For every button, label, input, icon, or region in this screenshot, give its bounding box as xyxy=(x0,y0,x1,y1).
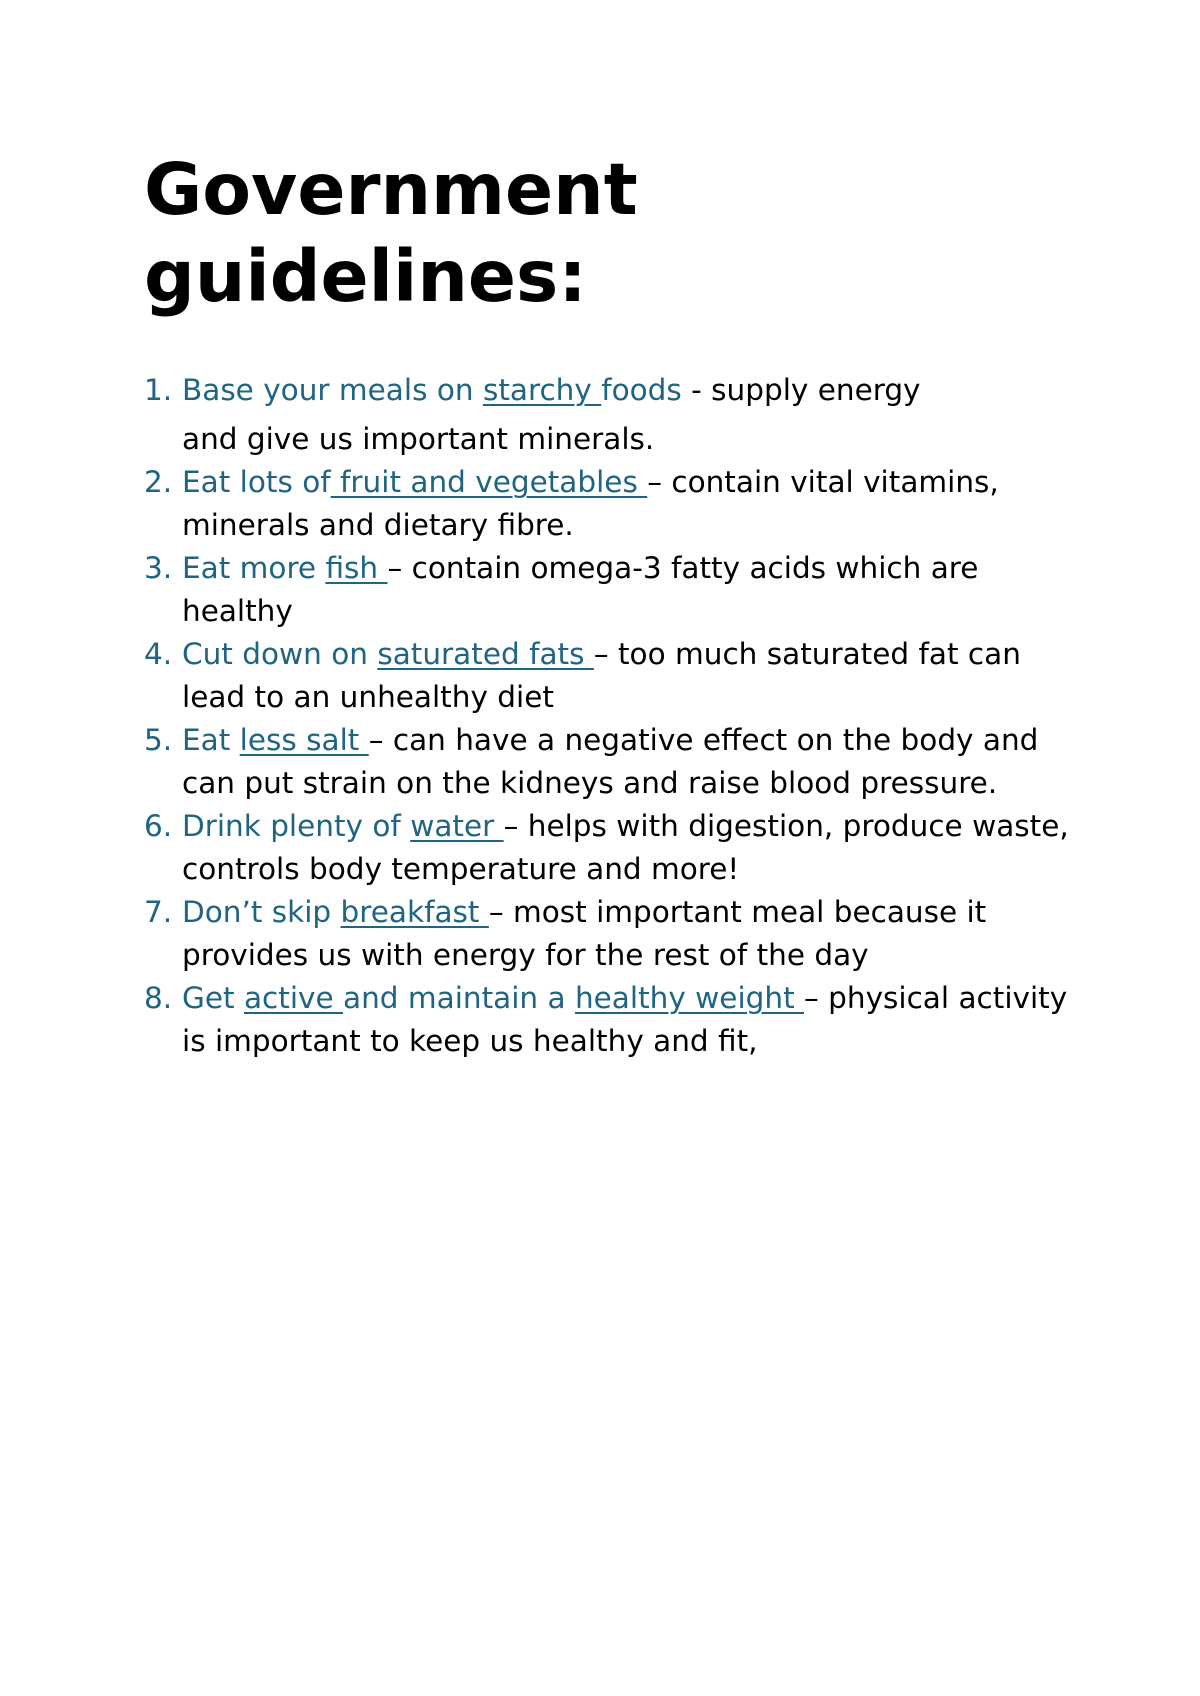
item-lead: Base your meals on xyxy=(182,373,483,407)
item-rest-line2: and give us important minerals. xyxy=(182,422,655,456)
item-lead: Eat xyxy=(182,723,240,757)
item-lead: Eat more xyxy=(182,551,326,585)
item-lead: Don’t skip xyxy=(182,895,341,929)
list-item xyxy=(144,369,1084,461)
list-number: 8. xyxy=(144,981,173,1015)
item-lead: Drink plenty of xyxy=(182,809,411,843)
list-item xyxy=(144,633,1084,719)
list-number: 5. xyxy=(144,723,173,757)
link-active[interactable]: active xyxy=(243,981,343,1015)
list-item xyxy=(144,461,1084,547)
list-number: 4. xyxy=(144,637,173,671)
link-breakfast[interactable]: breakfast xyxy=(340,895,489,929)
link-starchy[interactable]: starchy xyxy=(482,373,602,407)
item-rest: – too much saturated fat can lead to an unhealthy diet xyxy=(182,637,1021,714)
list-number: 1. xyxy=(144,373,173,407)
item-rest: – contain vital vitamins, minerals and dietary fibre. xyxy=(182,465,999,542)
title-line-1: Government xyxy=(144,148,638,231)
item-mid: foods xyxy=(601,373,682,407)
item-rest: – can have a negative effect on the body and can put strain on the kidneys and raise blood pressure. xyxy=(182,723,1039,800)
list-number: 6. xyxy=(144,809,173,843)
link-healthy-weight[interactable]: healthy weight xyxy=(574,981,805,1015)
item-lead: Eat lots of xyxy=(182,465,331,499)
item-mid: and maintain a xyxy=(343,981,575,1015)
list-item xyxy=(144,547,1084,633)
item-rest: – most important meal because it provides us with energy for the rest of the day xyxy=(182,895,987,972)
list-item xyxy=(144,977,1084,1063)
link-less-salt[interactable]: less salt xyxy=(239,723,369,757)
guidelines-list xyxy=(144,369,1084,1063)
list-number: 2. xyxy=(144,465,173,499)
item-rest: - supply energy xyxy=(681,373,921,407)
item-rest: – contain omega-3 fatty acids which are healthy xyxy=(182,551,979,628)
item-rest: – helps with digestion, produce waste, controls body temperature and more! xyxy=(182,809,1069,886)
page-title xyxy=(144,146,638,320)
list-number: 3. xyxy=(144,551,173,585)
item-lead: Cut down on xyxy=(182,637,378,671)
title-line-2: guidelines: xyxy=(144,235,587,318)
list-item xyxy=(144,805,1084,891)
list-item xyxy=(144,891,1084,977)
item-rest: – physical activity is important to keep us healthy and fit, xyxy=(182,981,1068,1058)
list-number: 7. xyxy=(144,895,173,929)
link-fruit-and-vegetables[interactable]: fruit and vegetables xyxy=(330,465,648,499)
link-fish[interactable]: fish xyxy=(325,551,388,585)
link-saturated-fats[interactable]: saturated fats xyxy=(377,637,594,671)
item-lead: Get xyxy=(182,981,244,1015)
list-item xyxy=(144,719,1084,805)
link-water[interactable]: water xyxy=(410,809,504,843)
